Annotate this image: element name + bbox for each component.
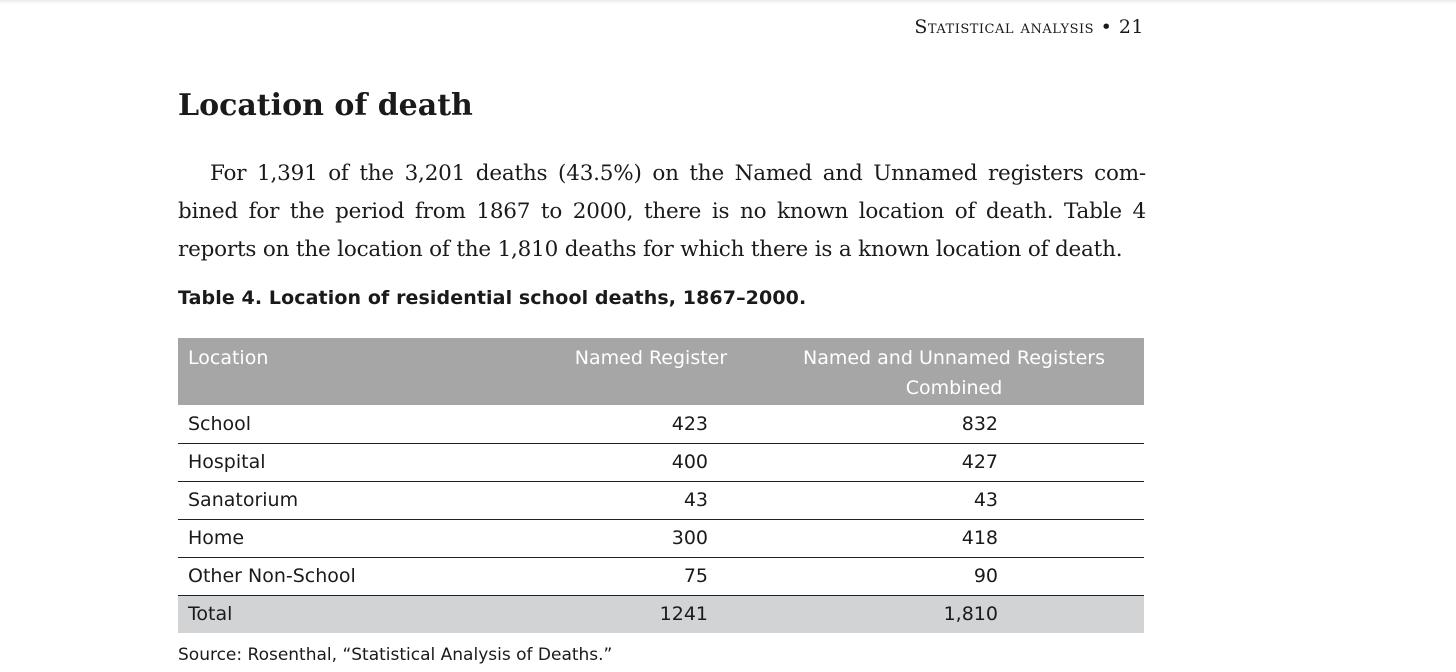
cell-location: Sanatorium (178, 481, 538, 519)
table-header-row (178, 338, 1144, 405)
cell-named: 300 (538, 519, 764, 557)
header-named-register: Named Register (538, 338, 764, 405)
location-table (178, 338, 1144, 633)
cell-total-label: Total (178, 595, 538, 633)
table-row (178, 557, 1144, 595)
cell-combined: 90 (764, 557, 1144, 595)
cell-combined: 418 (764, 519, 1144, 557)
cell-total-named: 1241 (538, 595, 764, 633)
table-row (178, 519, 1144, 557)
cell-combined: 43 (764, 481, 1144, 519)
table-total-row (178, 595, 1144, 633)
cell-location: Other Non-School (178, 557, 538, 595)
cell-combined: 832 (764, 405, 1144, 443)
cell-location: School (178, 405, 538, 443)
header-location: Location (178, 338, 538, 405)
cell-total-combined: 1,810 (764, 595, 1144, 633)
header-combined-registers: Named and Unnamed Registers Combined (764, 338, 1144, 405)
cell-named: 75 (538, 557, 764, 595)
cell-location: Home (178, 519, 538, 557)
cell-location: Hospital (178, 443, 538, 481)
table-row (178, 405, 1144, 443)
cell-combined: 427 (764, 443, 1144, 481)
page-top-edge (0, 0, 1456, 4)
running-head: Statistical analysis • 21 (914, 16, 1144, 38)
table-caption: Table 4. Location of residential school deaths, 1867–2000. (178, 287, 807, 309)
section-title: Location of death (178, 88, 473, 123)
cell-named: 43 (538, 481, 764, 519)
source-note: Source: Rosenthal, “Statistical Analysis of Deaths.” (178, 645, 613, 665)
cell-named: 400 (538, 443, 764, 481)
table-row (178, 481, 1144, 519)
cell-named: 423 (538, 405, 764, 443)
body-paragraph: For 1,391 of the 3,201 deaths (43.5%) on the Named and Unnamed registers com-bined for the period from 1867 to 2000, there is no known location of death. Table 4 reports on the location of the 1,810 deaths for which there is a known location of death. (178, 161, 1146, 262)
table-row (178, 443, 1144, 481)
